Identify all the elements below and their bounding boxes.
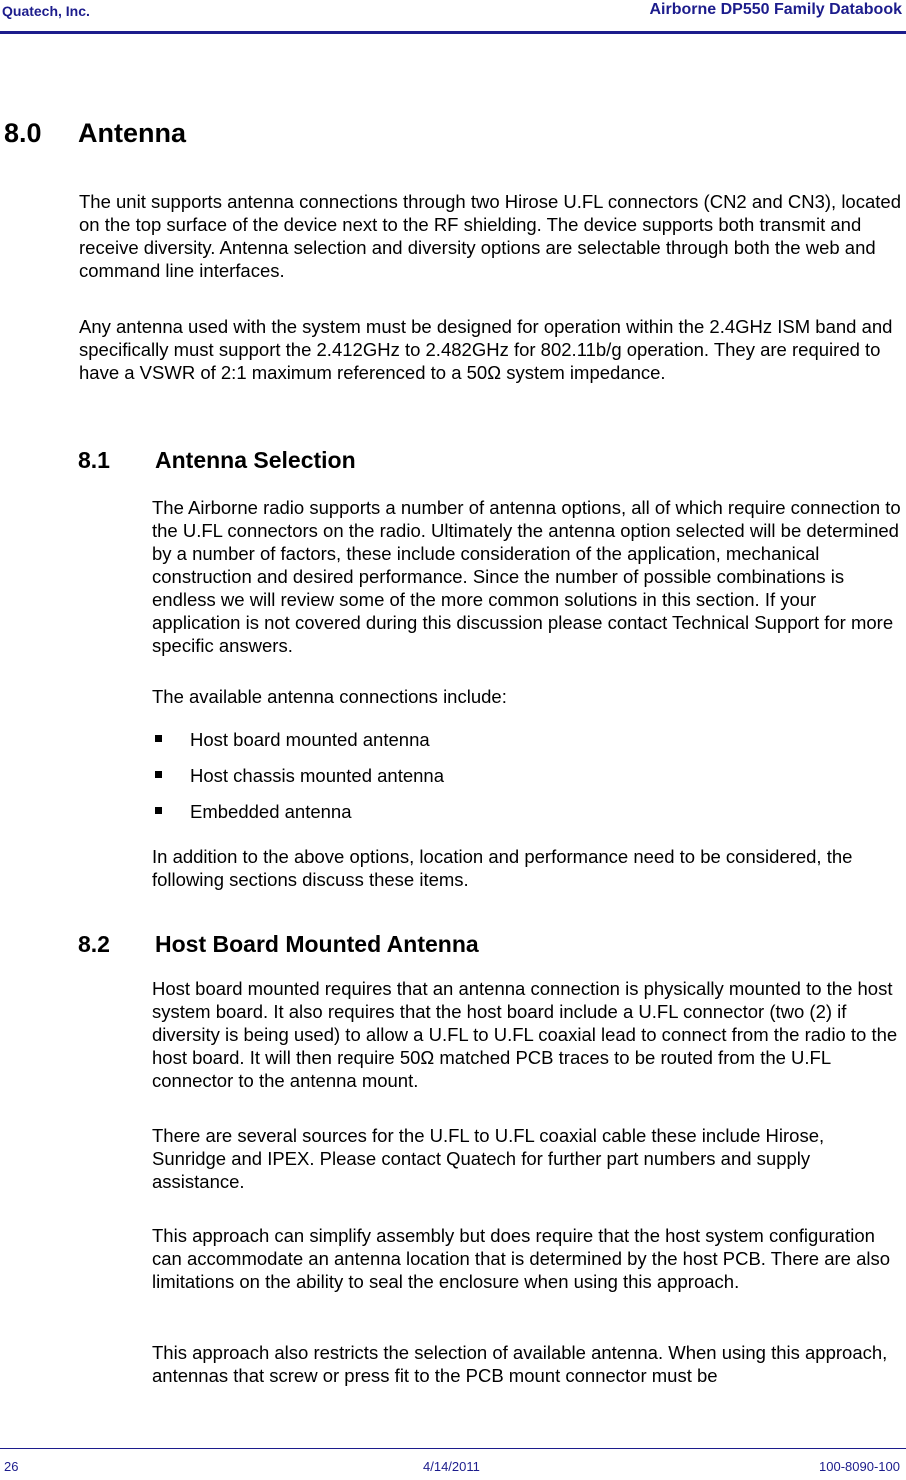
bullet-square-icon [155, 771, 162, 778]
section-8-1-heading [78, 447, 356, 474]
section-8-para-1: The unit supports antenna connections through two Hirose U.FL connectors (CN2 and CN3), located on the top surface of the device next to the RF shielding. The device supports both transmit and receive diversity. Antenna selection and diversity options are selectable through both the web and command line interfaces. [79, 191, 901, 281]
header-company: Quatech, Inc. [2, 3, 90, 19]
antenna-connection-list [152, 728, 444, 836]
footer-doc-number: 100-8090-100 [819, 1459, 900, 1474]
list-item-text: Host chassis mounted antenna [190, 765, 445, 786]
list-item [152, 764, 444, 800]
list-item [152, 728, 444, 764]
list-item-text: Host board mounted antenna [190, 729, 430, 750]
section-8-2-number: 8.2 [78, 931, 110, 957]
section-8-2-para-1: Host board mounted requires that an antenna connection is physically mounted to the host system board. It also requires that the host board include a U.FL connector (two (2) if diversity is being used) to allow a U.FL to U.FL coaxial lead to connect from the radio to the host board. It will then require 50Ω matched PCB traces to be routed from the U.FL connector to the antenna mount. [152, 978, 898, 1091]
bullet-square-icon [155, 807, 162, 814]
section-8-2-title: Host Board Mounted Antenna [155, 931, 479, 957]
page-header [0, 0, 906, 34]
header-doc-title: Airborne DP550 Family Databook [649, 1, 902, 18]
list-item [152, 800, 444, 836]
section-8-1-number: 8.1 [78, 447, 110, 473]
section-8-para-2: Any antenna used with the system must be designed for operation within the 2.4GHz ISM band and specifically must support the 2.412GHz to 2.482GHz for 802.11b/g operation. They are required to have a VSWR of 2:1 maximum referenced to a 50Ω system impedance. [79, 316, 893, 383]
footer-date: 4/14/2011 [423, 1459, 480, 1474]
section-8-1-para-1: The Airborne radio supports a number of antenna options, all of which require connection to the U.FL connectors on the radio. Ultimately the antenna option selected will be determined by a number of factors, these include consideration of the application, mechanical construction and desired performance. Since the number of possible combinations is endless we will review some of the more common solutions in this section. If your application is not covered during this discussion please contact Technical Support for more specific answers. [152, 497, 901, 656]
section-8-2-heading [78, 931, 479, 958]
section-8-heading [4, 118, 186, 149]
section-8-1-para-2: The available antenna connections include: [152, 686, 507, 707]
bullet-square-icon [155, 735, 162, 742]
list-item-text: Embedded antenna [190, 801, 352, 822]
section-8-2-para-3: This approach can simplify assembly but does require that the host system configuration can accommodate an antenna location that is determined by the host PCB. There are also limitations on the ability to seal the enclosure when using this approach. [152, 1225, 891, 1292]
page-footer [0, 1448, 906, 1480]
footer-page-number: 26 [4, 1459, 19, 1474]
section-8-1-para-3: In addition to the above options, location and performance need to be considered, the following sections discuss these items. [152, 846, 853, 890]
section-8-1-title: Antenna Selection [155, 447, 356, 473]
section-8-2-para-2: There are several sources for the U.FL to U.FL coaxial cable these include Hirose, Sunridge and IPEX. Please contact Quatech for further part numbers and supply assistance. [152, 1125, 825, 1192]
section-8-number: 8.0 [4, 118, 42, 148]
section-8-2-para-4: This approach also restricts the selection of available antenna. When using this approach, antennas that screw or press fit to the PCB mount connector must be [152, 1342, 888, 1386]
section-8-title: Antenna [78, 118, 186, 148]
